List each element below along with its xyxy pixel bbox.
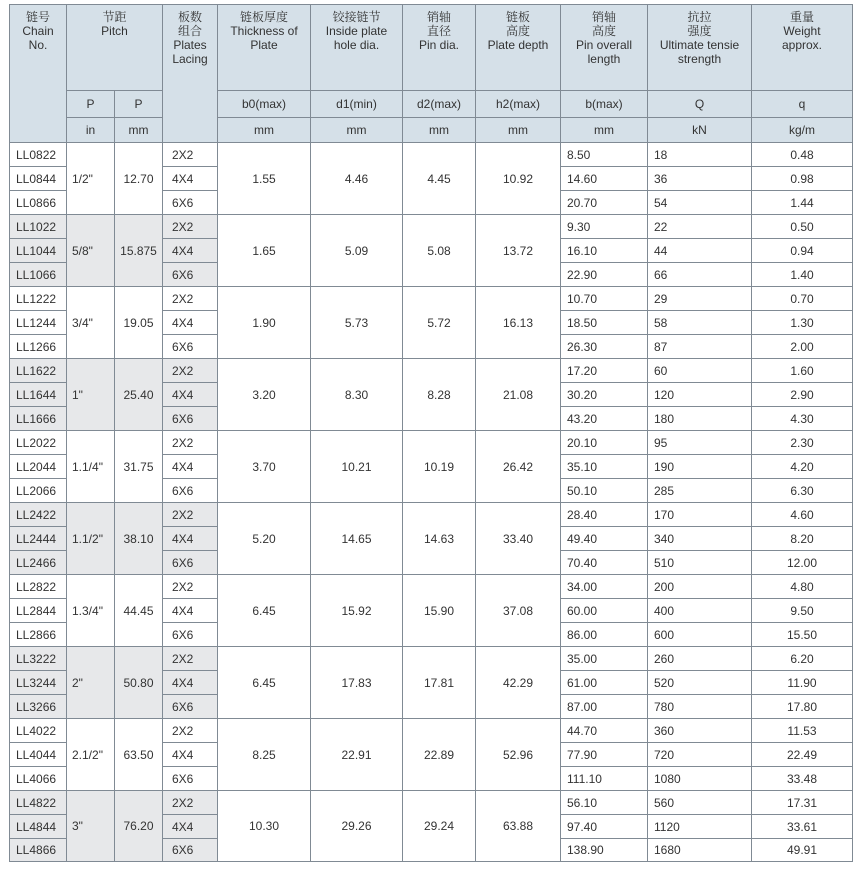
pitch-in-cell: 1.3/4" [67, 575, 115, 647]
inside-hole-cell: 8.30 [311, 359, 403, 431]
inside-hole-cell: 22.91 [311, 719, 403, 791]
tensile-cell: 1120 [648, 815, 752, 839]
pin-length-cell: 87.00 [561, 695, 648, 719]
chain-no-cell: LL3222 [10, 647, 67, 671]
pin-dia-cell: 22.89 [403, 719, 476, 791]
tensile-cell: 95 [648, 431, 752, 455]
symbol-cell: d1(min) [311, 91, 403, 118]
weight-cell: 17.31 [752, 791, 853, 815]
weight-cell: 49.91 [752, 839, 853, 862]
weight-cell: 1.40 [752, 263, 853, 287]
symbol-cell: P [115, 91, 163, 118]
lacing-cell: 4X4 [163, 743, 218, 767]
chain-no-cell: LL2866 [10, 623, 67, 647]
pitch-in-cell: 3/4" [67, 287, 115, 359]
weight-cell: 33.48 [752, 767, 853, 791]
chain-no-cell: LL4822 [10, 791, 67, 815]
pin-dia-cell: 5.08 [403, 215, 476, 287]
pin-length-cell: 20.10 [561, 431, 648, 455]
inside-hole-cell: 5.73 [311, 287, 403, 359]
inside-hole-cell: 17.83 [311, 647, 403, 719]
thickness-cell: 3.20 [218, 359, 311, 431]
unit-row [10, 118, 853, 143]
lacing-cell: 4X4 [163, 815, 218, 839]
plate-depth-cell: 42.29 [476, 647, 561, 719]
pin-length-cell: 17.20 [561, 359, 648, 383]
symbol-cell: q [752, 91, 853, 118]
tensile-cell: 22 [648, 215, 752, 239]
symbol-cell: Q [648, 91, 752, 118]
header-plates-lacing: 板数 组合 Plates Lacing [163, 5, 218, 143]
pin-length-cell: 61.00 [561, 671, 648, 695]
lacing-cell: 6X6 [163, 263, 218, 287]
pin-dia-cell: 4.45 [403, 143, 476, 215]
table-row [10, 215, 853, 239]
pitch-in-cell: 1.1/2" [67, 503, 115, 575]
chain-no-cell: LL4044 [10, 743, 67, 767]
tensile-cell: 58 [648, 311, 752, 335]
header-pitch: 节距 Pitch [67, 5, 163, 91]
tensile-cell: 780 [648, 695, 752, 719]
pin-length-cell: 60.00 [561, 599, 648, 623]
symbol-cell: h2(max) [476, 91, 561, 118]
lacing-cell: 6X6 [163, 623, 218, 647]
weight-cell: 0.94 [752, 239, 853, 263]
unit-cell: mm [403, 118, 476, 143]
thickness-cell: 10.30 [218, 791, 311, 862]
weight-cell: 4.60 [752, 503, 853, 527]
chain-no-cell: LL2466 [10, 551, 67, 575]
thickness-cell: 3.70 [218, 431, 311, 503]
lacing-cell: 2X2 [163, 431, 218, 455]
pitch-mm-cell: 15.875 [115, 215, 163, 287]
tensile-cell: 720 [648, 743, 752, 767]
inside-hole-cell: 4.46 [311, 143, 403, 215]
weight-cell: 1.44 [752, 191, 853, 215]
chain-spec-table [9, 4, 853, 862]
plate-depth-cell: 16.13 [476, 287, 561, 359]
weight-cell: 0.50 [752, 215, 853, 239]
pitch-mm-cell: 19.05 [115, 287, 163, 359]
table-row [10, 359, 853, 383]
weight-cell: 0.70 [752, 287, 853, 311]
weight-cell: 4.80 [752, 575, 853, 599]
pitch-mm-cell: 63.50 [115, 719, 163, 791]
symbol-row [10, 91, 853, 118]
weight-cell: 0.48 [752, 143, 853, 167]
pin-length-cell: 56.10 [561, 791, 648, 815]
inside-hole-cell: 14.65 [311, 503, 403, 575]
pin-dia-cell: 10.19 [403, 431, 476, 503]
table-row [10, 647, 853, 671]
weight-cell: 2.90 [752, 383, 853, 407]
plate-depth-cell: 52.96 [476, 719, 561, 791]
pitch-mm-cell: 31.75 [115, 431, 163, 503]
plate-depth-cell: 13.72 [476, 215, 561, 287]
weight-cell: 8.20 [752, 527, 853, 551]
tensile-cell: 18 [648, 143, 752, 167]
weight-cell: 4.30 [752, 407, 853, 431]
pitch-in-cell: 2" [67, 647, 115, 719]
lacing-cell: 2X2 [163, 503, 218, 527]
tensile-cell: 200 [648, 575, 752, 599]
symbol-cell: b0(max) [218, 91, 311, 118]
lacing-cell: 4X4 [163, 671, 218, 695]
lacing-cell: 2X2 [163, 719, 218, 743]
pitch-mm-cell: 12.70 [115, 143, 163, 215]
tensile-cell: 120 [648, 383, 752, 407]
chain-no-cell: LL3266 [10, 695, 67, 719]
weight-cell: 22.49 [752, 743, 853, 767]
chain-no-cell: LL4022 [10, 719, 67, 743]
chain-no-cell: LL1622 [10, 359, 67, 383]
tensile-cell: 285 [648, 479, 752, 503]
pitch-mm-cell: 25.40 [115, 359, 163, 431]
chain-no-cell: LL1044 [10, 239, 67, 263]
lacing-cell: 6X6 [163, 191, 218, 215]
plate-depth-cell: 63.88 [476, 791, 561, 862]
tensile-cell: 54 [648, 191, 752, 215]
pitch-mm-cell: 76.20 [115, 791, 163, 862]
weight-cell: 12.00 [752, 551, 853, 575]
header-weight: 重量 Weight approx. [752, 5, 853, 91]
pin-length-cell: 97.40 [561, 815, 648, 839]
lacing-cell: 2X2 [163, 287, 218, 311]
pin-length-cell: 28.40 [561, 503, 648, 527]
weight-cell: 2.00 [752, 335, 853, 359]
lacing-cell: 6X6 [163, 839, 218, 862]
pin-length-cell: 30.20 [561, 383, 648, 407]
chain-no-cell: LL1644 [10, 383, 67, 407]
pin-length-cell: 86.00 [561, 623, 648, 647]
tensile-cell: 1080 [648, 767, 752, 791]
chain-no-cell: LL4844 [10, 815, 67, 839]
tensile-cell: 560 [648, 791, 752, 815]
pitch-in-cell: 2.1/2" [67, 719, 115, 791]
inside-hole-cell: 5.09 [311, 215, 403, 287]
tensile-cell: 360 [648, 719, 752, 743]
pitch-mm-cell: 38.10 [115, 503, 163, 575]
chain-no-cell: LL1222 [10, 287, 67, 311]
pin-dia-cell: 5.72 [403, 287, 476, 359]
header-tensile: 抗拉 强度 Ultimate tensie strength [648, 5, 752, 91]
lacing-cell: 2X2 [163, 575, 218, 599]
thickness-cell: 6.45 [218, 647, 311, 719]
lacing-cell: 4X4 [163, 167, 218, 191]
weight-cell: 11.90 [752, 671, 853, 695]
unit-cell: kg/m [752, 118, 853, 143]
weight-cell: 6.20 [752, 647, 853, 671]
header-chain-no: 链号 Chain No. [10, 5, 67, 143]
thickness-cell: 1.65 [218, 215, 311, 287]
tensile-cell: 180 [648, 407, 752, 431]
pitch-mm-cell: 50.80 [115, 647, 163, 719]
pin-length-cell: 16.10 [561, 239, 648, 263]
tensile-cell: 60 [648, 359, 752, 383]
table-row [10, 503, 853, 527]
tensile-cell: 87 [648, 335, 752, 359]
thickness-cell: 6.45 [218, 575, 311, 647]
tensile-cell: 600 [648, 623, 752, 647]
chain-no-cell: LL2844 [10, 599, 67, 623]
unit-cell: mm [476, 118, 561, 143]
plate-depth-cell: 10.92 [476, 143, 561, 215]
header-thickness: 链板厚度 Thickness of Plate [218, 5, 311, 91]
chain-no-cell: LL2444 [10, 527, 67, 551]
unit-cell: kN [648, 118, 752, 143]
thickness-cell: 8.25 [218, 719, 311, 791]
header-pin-dia: 销轴 直径 Pin dia. [403, 5, 476, 91]
chain-no-cell: LL1244 [10, 311, 67, 335]
pin-length-cell: 22.90 [561, 263, 648, 287]
weight-cell: 9.50 [752, 599, 853, 623]
plate-depth-cell: 26.42 [476, 431, 561, 503]
pitch-in-cell: 1/2" [67, 143, 115, 215]
pitch-in-cell: 1.1/4" [67, 431, 115, 503]
tensile-cell: 44 [648, 239, 752, 263]
thickness-cell: 1.55 [218, 143, 311, 215]
pitch-mm-cell: 44.45 [115, 575, 163, 647]
symbol-cell: P [67, 91, 115, 118]
weight-cell: 15.50 [752, 623, 853, 647]
table-row [10, 719, 853, 743]
weight-cell: 1.30 [752, 311, 853, 335]
lacing-cell: 6X6 [163, 767, 218, 791]
chain-no-cell: LL1666 [10, 407, 67, 431]
lacing-cell: 2X2 [163, 359, 218, 383]
chain-no-cell: LL1266 [10, 335, 67, 359]
pin-length-cell: 70.40 [561, 551, 648, 575]
table-row [10, 575, 853, 599]
pin-length-cell: 9.30 [561, 215, 648, 239]
chain-no-cell: LL3244 [10, 671, 67, 695]
pin-dia-cell: 17.81 [403, 647, 476, 719]
plate-depth-cell: 37.08 [476, 575, 561, 647]
tensile-cell: 190 [648, 455, 752, 479]
pin-length-cell: 26.30 [561, 335, 648, 359]
lacing-cell: 4X4 [163, 239, 218, 263]
pin-dia-cell: 8.28 [403, 359, 476, 431]
tensile-cell: 400 [648, 599, 752, 623]
chain-no-cell: LL2822 [10, 575, 67, 599]
pitch-in-cell: 5/8" [67, 215, 115, 287]
tensile-cell: 66 [648, 263, 752, 287]
chain-no-cell: LL2066 [10, 479, 67, 503]
pin-length-cell: 8.50 [561, 143, 648, 167]
unit-cell: mm [311, 118, 403, 143]
tensile-cell: 29 [648, 287, 752, 311]
table-body [10, 143, 853, 862]
pitch-in-cell: 3" [67, 791, 115, 862]
chain-no-cell: LL4866 [10, 839, 67, 862]
table-row [10, 287, 853, 311]
pin-length-cell: 111.10 [561, 767, 648, 791]
chain-no-cell: LL0822 [10, 143, 67, 167]
lacing-cell: 6X6 [163, 551, 218, 575]
inside-hole-cell: 10.21 [311, 431, 403, 503]
tensile-cell: 36 [648, 167, 752, 191]
tensile-cell: 340 [648, 527, 752, 551]
tensile-cell: 510 [648, 551, 752, 575]
lacing-cell: 2X2 [163, 143, 218, 167]
header-pin-length: 销轴 高度 Pin overall length [561, 5, 648, 91]
weight-cell: 4.20 [752, 455, 853, 479]
lacing-cell: 6X6 [163, 335, 218, 359]
tensile-cell: 170 [648, 503, 752, 527]
pin-length-cell: 43.20 [561, 407, 648, 431]
lacing-cell: 2X2 [163, 215, 218, 239]
pin-length-cell: 10.70 [561, 287, 648, 311]
tensile-cell: 260 [648, 647, 752, 671]
table-row [10, 791, 853, 815]
lacing-cell: 4X4 [163, 455, 218, 479]
table-header [10, 5, 853, 143]
plate-depth-cell: 21.08 [476, 359, 561, 431]
weight-cell: 33.61 [752, 815, 853, 839]
weight-cell: 6.30 [752, 479, 853, 503]
lacing-cell: 6X6 [163, 479, 218, 503]
pin-length-cell: 77.90 [561, 743, 648, 767]
pin-dia-cell: 14.63 [403, 503, 476, 575]
pin-length-cell: 138.90 [561, 839, 648, 862]
symbol-cell: d2(max) [403, 91, 476, 118]
chain-no-cell: LL1022 [10, 215, 67, 239]
unit-cell: mm [561, 118, 648, 143]
pin-length-cell: 20.70 [561, 191, 648, 215]
table-row [10, 431, 853, 455]
lacing-cell: 2X2 [163, 647, 218, 671]
chain-no-cell: LL2422 [10, 503, 67, 527]
unit-cell: in [67, 118, 115, 143]
pin-dia-cell: 29.24 [403, 791, 476, 862]
pin-length-cell: 50.10 [561, 479, 648, 503]
tensile-cell: 520 [648, 671, 752, 695]
thickness-cell: 1.90 [218, 287, 311, 359]
pin-length-cell: 49.40 [561, 527, 648, 551]
pin-length-cell: 14.60 [561, 167, 648, 191]
inside-hole-cell: 29.26 [311, 791, 403, 862]
symbol-cell: b(max) [561, 91, 648, 118]
lacing-cell: 6X6 [163, 695, 218, 719]
chain-no-cell: LL0866 [10, 191, 67, 215]
chain-no-cell: LL0844 [10, 167, 67, 191]
plate-depth-cell: 33.40 [476, 503, 561, 575]
header-inside-hole: 铰接链节 Inside plate hole dia. [311, 5, 403, 91]
weight-cell: 1.60 [752, 359, 853, 383]
chain-no-cell: LL4066 [10, 767, 67, 791]
pin-length-cell: 44.70 [561, 719, 648, 743]
pin-length-cell: 35.00 [561, 647, 648, 671]
pin-dia-cell: 15.90 [403, 575, 476, 647]
inside-hole-cell: 15.92 [311, 575, 403, 647]
chain-no-cell: LL1066 [10, 263, 67, 287]
chain-no-cell: LL2022 [10, 431, 67, 455]
weight-cell: 17.80 [752, 695, 853, 719]
pin-length-cell: 34.00 [561, 575, 648, 599]
weight-cell: 11.53 [752, 719, 853, 743]
lacing-cell: 6X6 [163, 407, 218, 431]
pin-length-cell: 35.10 [561, 455, 648, 479]
lacing-cell: 2X2 [163, 791, 218, 815]
unit-cell: mm [218, 118, 311, 143]
tensile-cell: 1680 [648, 839, 752, 862]
weight-cell: 0.98 [752, 167, 853, 191]
lacing-cell: 4X4 [163, 311, 218, 335]
lacing-cell: 4X4 [163, 383, 218, 407]
weight-cell: 2.30 [752, 431, 853, 455]
pin-length-cell: 18.50 [561, 311, 648, 335]
unit-cell: mm [115, 118, 163, 143]
lacing-cell: 4X4 [163, 599, 218, 623]
lacing-cell: 4X4 [163, 527, 218, 551]
table-row [10, 143, 853, 167]
chain-no-cell: LL2044 [10, 455, 67, 479]
pitch-in-cell: 1" [67, 359, 115, 431]
header-plate-depth: 链板 高度 Plate depth [476, 5, 561, 91]
thickness-cell: 5.20 [218, 503, 311, 575]
